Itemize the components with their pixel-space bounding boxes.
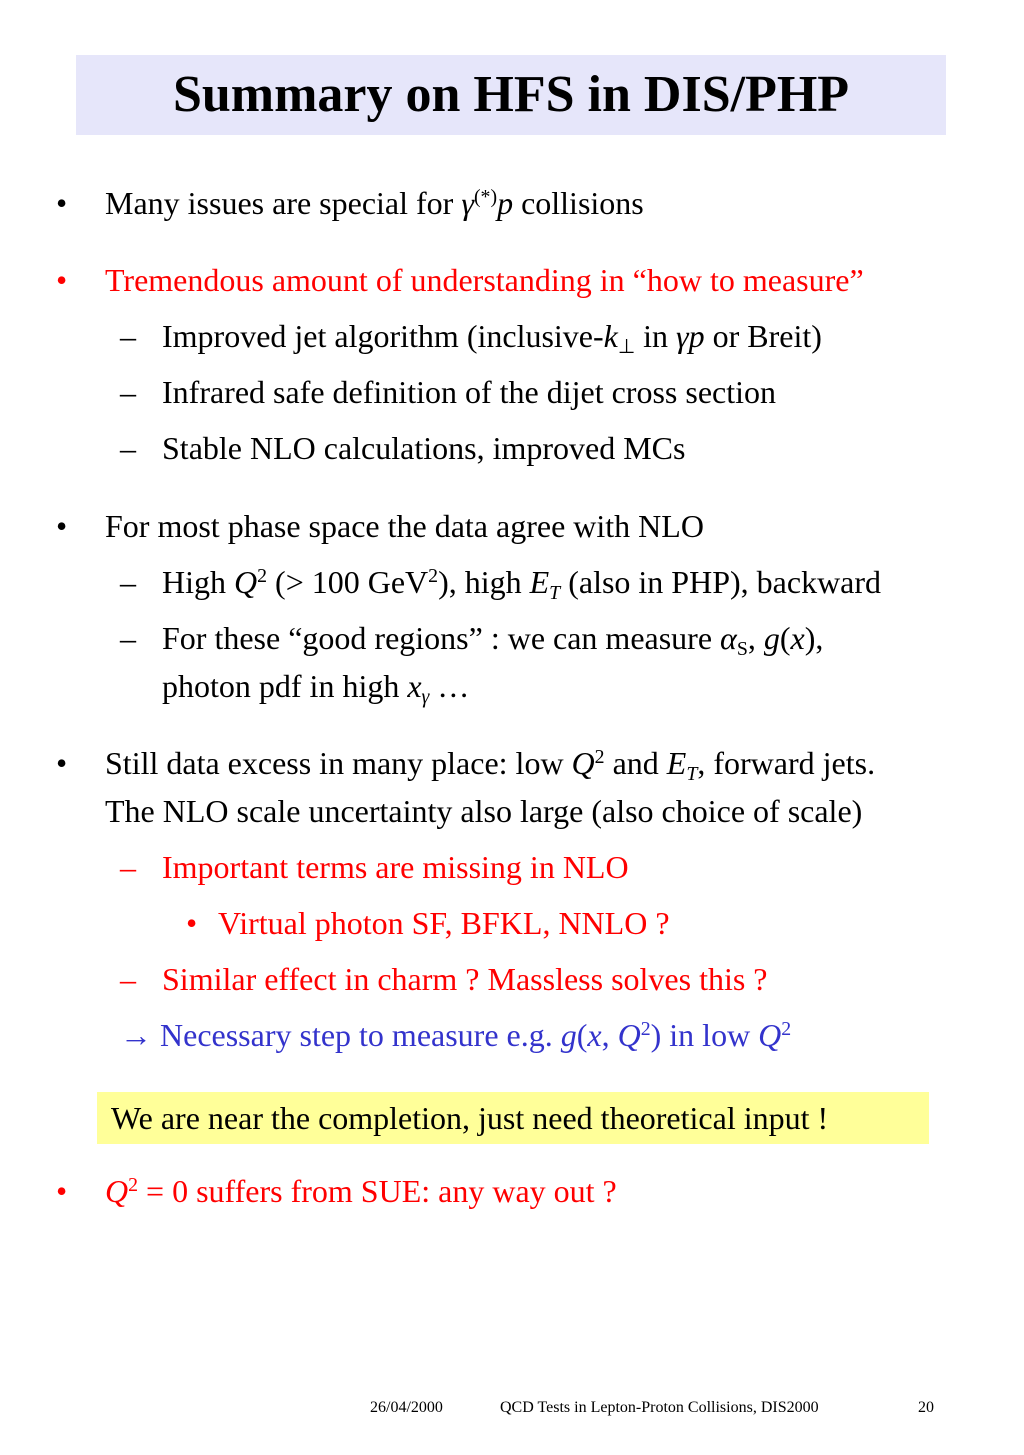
sub-high-q2: High $Q^2$ (> 100 GeV$^2$), high $E_T$ (also in PHP), backward bbox=[162, 564, 882, 604]
bullet-data-excess-cont: The NLO scale uncertainty also large (also choice of scale) bbox=[105, 793, 863, 829]
sub-necessary-step: → Necessary step to measure e.g. g(x, $Q^2$) in low $Q^2$ bbox=[120, 1017, 792, 1053]
sub-jet-algorithm: Improved jet algorithm ($inclusive-k_\perp$ in γp or Breit) bbox=[162, 318, 822, 358]
dash-marker: – bbox=[120, 849, 136, 885]
sub-charm-effect: Similar effect in charm ? Massless solves this ? bbox=[162, 961, 768, 997]
bullet-marker: • bbox=[56, 1173, 68, 1209]
dash-marker: – bbox=[120, 374, 136, 410]
dash-marker: – bbox=[120, 961, 136, 997]
dash-marker: – bbox=[120, 564, 136, 600]
sub-stable-nlo: Stable NLO calculations, improved MCs bbox=[162, 430, 686, 466]
bullet-sue: $Q^2 = 0$ suffers from SUE: any way out ? bbox=[105, 1173, 617, 1209]
slide-title: Summary on HFS in DIS/PHP bbox=[172, 66, 850, 123]
subsub-virtual-photon: Virtual photon SF, BFKL, NNLO ? bbox=[218, 905, 670, 941]
bullet-marker: • bbox=[56, 185, 68, 221]
bullet-marker: • bbox=[56, 745, 68, 781]
arrow-icon: → bbox=[120, 1017, 152, 1053]
sub-good-regions: For these “good regions” : we can measure $\alpha_S$, g(x), bbox=[162, 620, 824, 660]
bullet-marker: • bbox=[186, 905, 198, 941]
bullet-agree-with-nlo: For most phase space the data agree with NLO bbox=[105, 508, 704, 544]
conclusion-highlight bbox=[97, 1092, 929, 1144]
bullet-marker: • bbox=[56, 262, 68, 298]
title-banner bbox=[76, 55, 946, 135]
sub-infrared-safe: Infrared safe definition of the dijet cross section bbox=[162, 374, 776, 410]
dash-marker: – bbox=[120, 430, 136, 466]
conclusion-text: We are near the completion, just need theoretical input ! bbox=[111, 1099, 829, 1136]
footer-date: 26/04/2000 bbox=[370, 1399, 443, 1416]
sub-missing-terms: Important terms are missing in NLO bbox=[162, 849, 629, 885]
sub-good-regions-cont: photon pdf in high $x_\gamma$ … bbox=[162, 668, 470, 708]
footer-event: QCD Tests in Lepton-Proton Collisions, DIS2000 bbox=[500, 1399, 819, 1416]
bullet-special-issues: Many issues are special for γ(*)p collisions bbox=[105, 185, 644, 221]
bullet-marker: • bbox=[56, 508, 68, 544]
footer-page-number: 20 bbox=[918, 1399, 934, 1416]
dash-marker: – bbox=[120, 620, 136, 656]
dash-marker: – bbox=[120, 318, 136, 354]
bullet-data-excess: Still data excess in many place: low $Q^2$ and $E_T$, forward jets. bbox=[105, 745, 876, 785]
bullet-how-to-measure: Tremendous amount of understanding in “how to measure” bbox=[105, 262, 864, 298]
